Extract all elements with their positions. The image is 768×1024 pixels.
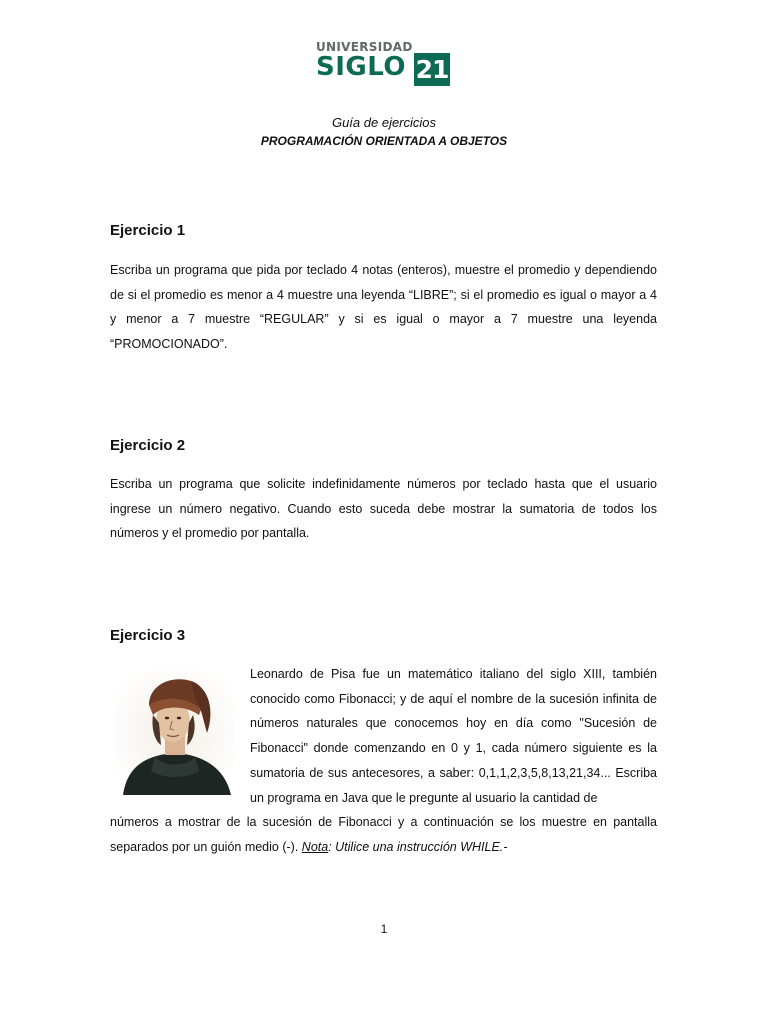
university-logo: [316, 40, 456, 90]
document-subtitle: Guía de ejercicios: [331, 115, 437, 130]
note-label: Nota: [301, 839, 329, 854]
exercise-2-text: Escriba un programa que solicite indefinidamente números por teclado hasta que el usuario ingrese un número negativo. Cuando esto suceda debe mostrar la sumatoria de todos los números y el promedio por pantalla.: [110, 477, 657, 541]
exercise-3-text: [110, 810, 657, 859]
logo-top-text: UNIVERSIDAD: [316, 40, 413, 54]
exercise-3-heading: Ejercicio 3: [110, 627, 186, 644]
document-title: PROGRAMACIÓN ORIENTADA A OBJETOS: [260, 134, 508, 148]
logo-main-text: SIGLO: [316, 52, 406, 82]
fibonacci-portrait-image: [115, 671, 235, 795]
logo-number-box: 21: [415, 55, 449, 84]
exercise-3-text-wrapped: Leonardo de Pisa fue un matemático italiano del siglo XIII, también conocido como Fibonacci; y de aquí el nombre de la sucesión infinita de números naturales que conocemos hoy en día como "Sucesión de Fibonacci" donde comenzando en 0 y 1, cada número siguiente es la sumatoria de sus antecesores, a saber: 0,1,1,2,3,5,8,13,21,34... Escriba un programa en Java que le pregunte al usuario la cantidad de: [250, 667, 657, 805]
page-number: 1: [380, 922, 388, 936]
exercise-2-heading: Ejercicio 2: [110, 437, 186, 454]
note-text: : Utilice una instrucción WHILE.-: [328, 839, 508, 854]
exercise-1-text: Escriba un programa que pida por teclado 4 notas (enteros), muestre el promedio y dependiendo de si el promedio es menor a 4 muestre una leyenda “LIBRE”; si el promedio es igual o mayor a 4 y menor a 7 muestre “REGULAR” y si es igual o mayor a 7 muestre una leyenda “PROMOCIONADO”.: [110, 263, 657, 352]
exercise-3-text-continued: números a mostrar de la sucesión de Fibonacci y a continuación se los muestre en pantalla separados por un guión medio (-).: [110, 815, 657, 854]
exercise-1-heading: Ejercicio 1: [110, 222, 186, 239]
